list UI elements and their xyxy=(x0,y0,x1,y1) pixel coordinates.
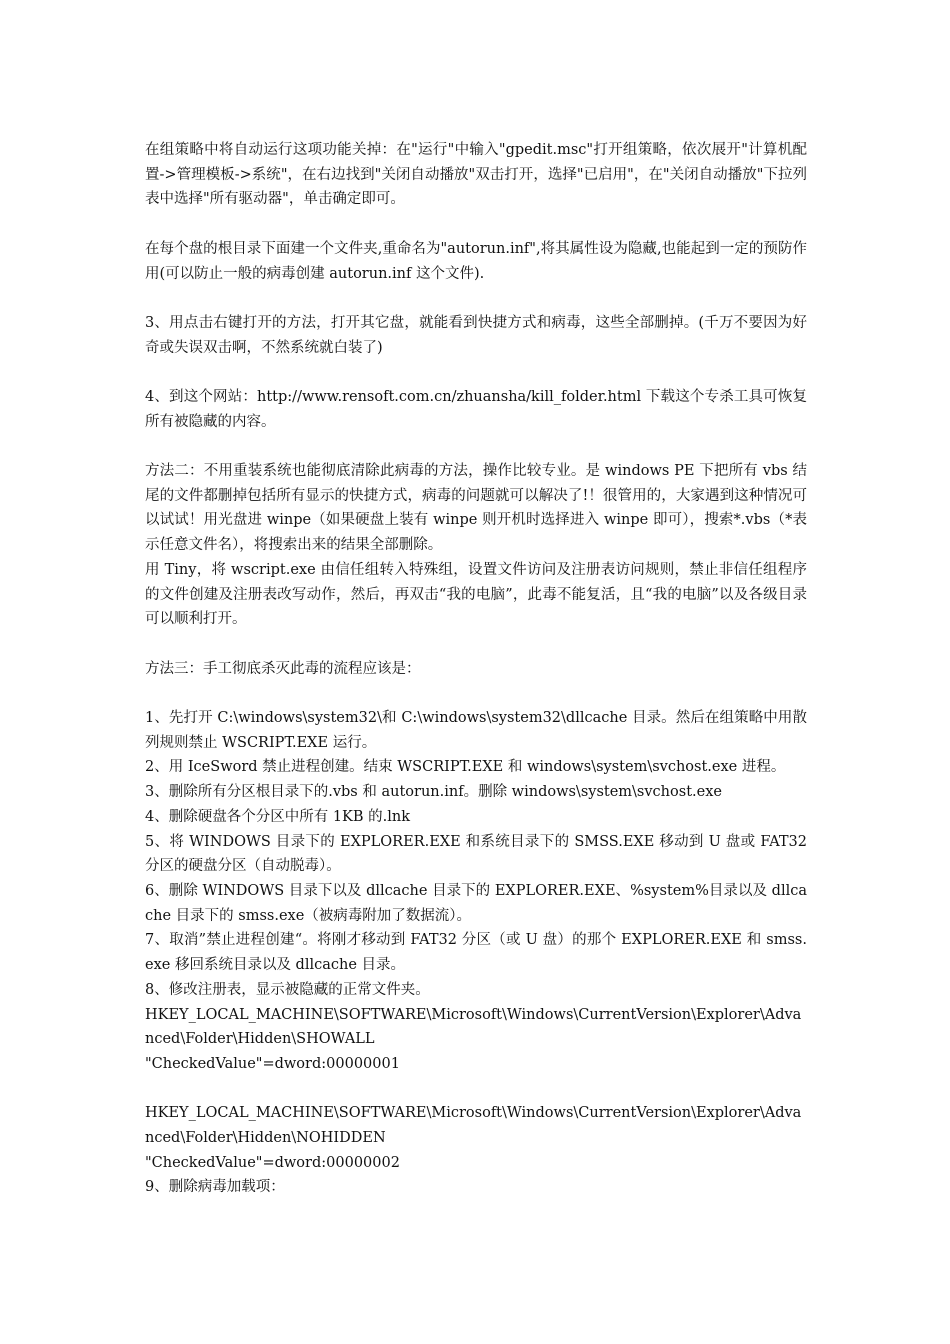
blank-line xyxy=(145,681,807,706)
paragraph-method-three: 方法三：手工彻底杀灭此毒的流程应该是： xyxy=(145,660,421,677)
list-item-step-4: 4、删除硬盘各个分区中所有 1KB 的.lnk xyxy=(145,808,411,825)
blank-line xyxy=(145,286,807,311)
list-item-step-9: 9、删除病毒加载项： xyxy=(145,1179,285,1196)
list-item-step-7: 7、取消”禁止进程创建“。将刚才移动到 FAT32 分区（或 U 盘）的那个 EXPLORER.EXE 和 smss.exe 移回系统目录以及 dllcache 目录。 xyxy=(145,932,807,974)
blank-line xyxy=(145,212,807,237)
blank-line xyxy=(145,1077,807,1102)
registry-value-showall: "CheckedValue"=dword:00000001 xyxy=(145,1055,400,1072)
paragraph-step-4: 4、到这个网站：http://www.rensoft.com.cn/zhuansha/kill_folder.html 下载这个专杀工具可恢复所有被隐藏的内容。 xyxy=(145,388,807,430)
blank-line xyxy=(145,632,807,657)
list-item-step-2: 2、用 IceSword 禁止进程创建。结束 WSCRIPT.EXE 和 windows\system\svchost.exe 进程。 xyxy=(145,759,786,776)
registry-value-nohidden: "CheckedValue"=dword:00000002 xyxy=(145,1154,400,1171)
registry-key-nohidden: HKEY_LOCAL_MACHINE\SOFTWARE\Microsoft\Windows\CurrentVersion\Explorer\Advanced\Folder\Hidden\NOHIDDEN xyxy=(145,1105,802,1147)
paragraph-step-3: 3、用点击右键打开的方法，打开其它盘，就能看到快捷方式和病毒，这些全部删掉。(千万不要因为好奇或失误双击啊，不然系统就白装了) xyxy=(145,314,807,356)
list-item-step-8: 8、修改注册表，显示被隐藏的正常文件夹。 xyxy=(145,981,430,998)
list-item-step-3: 3、删除所有分区根目录下的.vbs 和 autorun.inf。删除 windows\system\svchost.exe xyxy=(145,784,722,801)
blank-line xyxy=(145,360,807,385)
paragraph-tiny: 用 Tiny，将 wscript.exe 由信任组转入特殊组，设置文件访问及注册表访问规则，禁止非信任组程序的文件创建及注册表改写动作，然后，再双击“我的电脑”，此毒不能复活，且“我的电脑”以及各级目录可以顺利打开。 xyxy=(145,561,807,628)
registry-key-showall: HKEY_LOCAL_MACHINE\SOFTWARE\Microsoft\Windows\CurrentVersion\Explorer\Advanced\Folder\Hidden\SHOWALL xyxy=(145,1006,802,1048)
paragraph-autorun-folder: 在每个盘的根目录下面建一个文件夹,重命名为"autorun.inf",将其属性设为隐藏,也能起到一定的预防作用(可以防止一般的病毒创建 autorun.inf 这个文件). xyxy=(145,240,807,282)
document-body xyxy=(145,138,807,1200)
paragraph-disable-autoplay: 在组策略中将自动运行这项功能关掉：在"运行"中输入"gpedit.msc"打开组策略，依次展开"计算机配置->管理模板->系统"，在右边找到"关闭自动播放"双击打开，选择"已启用"，在"关闭自动播放"下拉列表中选择"所有驱动器"，单击确定即可。 xyxy=(145,142,807,208)
blank-line xyxy=(145,434,807,459)
list-item-step-5: 5、将 WINDOWS 目录下的 EXPLORER.EXE 和系统目录下的 SMSS.EXE 移动到 U 盘或 FAT32 分区的硬盘分区（自动脱毒）。 xyxy=(145,833,807,875)
paragraph-method-two: 方法二：不用重装系统也能彻底清除此病毒的方法，操作比较专业。是 windows PE 下把所有 vbs 结尾的文件都删掉包括所有显示的快捷方式，病毒的问题就可以解决了!！很管用的，大家遇到这种情况可以试试！用光盘进 winpe（如果硬盘上装有 winpe 则开机时选择进入 winpe 即可），搜索*.vbs（*表示任意文件名），将搜索出来的结果全部删除。 xyxy=(145,463,807,554)
list-item-step-6: 6、删除 WINDOWS 目录下以及 dllcache 目录下的 EXPLORER.EXE、%system%目录以及 dllcache 目录下的 smss.exe（被病毒附加了数据流）。 xyxy=(145,883,807,924)
list-item-step-1: 1、先打开 C:\windows\system32\和 C:\windows\system32\dllcache 目录。然后在组策略中用散列规则禁止 WSCRIPT.EXE 运行。 xyxy=(145,710,807,751)
